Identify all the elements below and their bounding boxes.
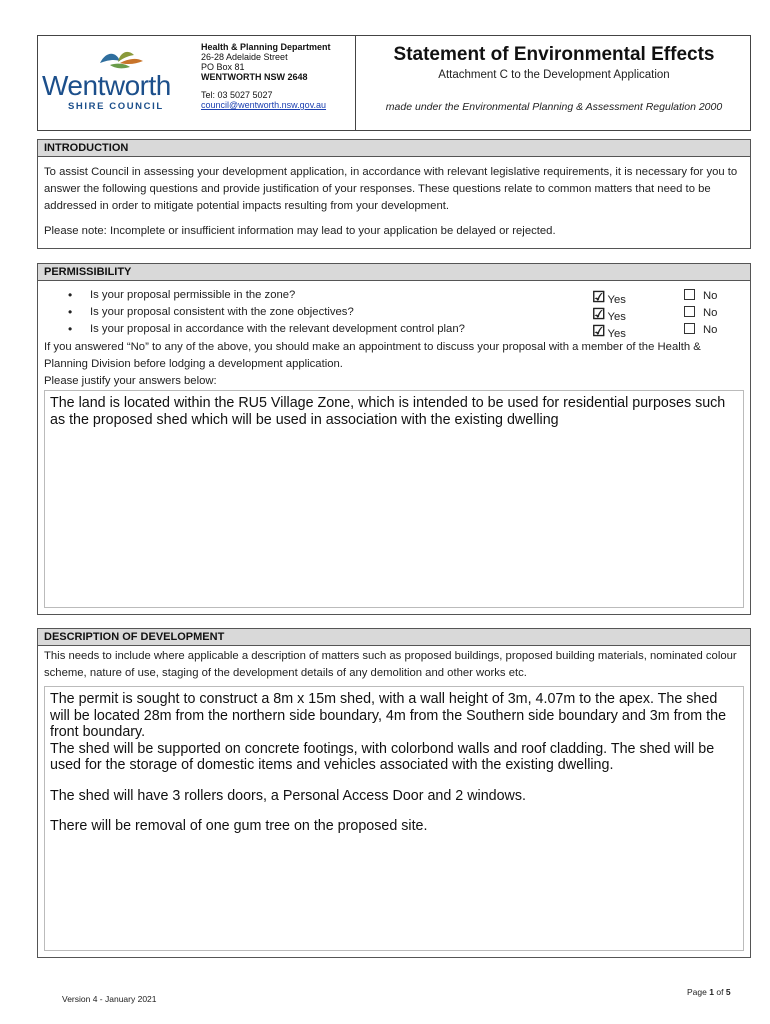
empty-checkbox-icon — [684, 289, 695, 300]
version-label: Version 4 - January 2021 — [62, 994, 157, 1004]
permissibility-section — [37, 263, 751, 615]
permissibility-heading: PERMISSIBILITY — [38, 264, 750, 281]
address-text — [201, 42, 361, 110]
yes-checkbox[interactable]: ☑ Yes — [592, 306, 626, 323]
justification-text: The land is located within the RU5 Village Zone, which is intended to be used for residential purposes such as the proposed shed which will be used in association with the existing dwelling — [50, 395, 726, 428]
logo-wordmark: Wentworth — [42, 70, 171, 101]
introduction-section — [37, 139, 751, 249]
street-address: 26-28 Adelaide Street — [201, 52, 288, 62]
leaf-logo-icon — [96, 49, 146, 71]
question-text: Is your proposal consistent with the zone objectives? — [90, 306, 354, 318]
description-para: There will be removal of one gum tree on the proposed site. — [50, 818, 428, 834]
email-link[interactable]: council@wentworth.nsw.gov.au — [201, 100, 327, 110]
introduction-heading: INTRODUCTION — [38, 140, 750, 157]
checkmark-icon: ☑ — [592, 306, 606, 323]
telephone: Tel: 03 5027 5027 — [201, 90, 273, 100]
description-para: The permit is sought to construct a 8m x 15m shed, with a wall height of 3m, 4.07m to the apex. The shed will be located 28m from the northern side boundary, 4m from the Southern side boundary and 3m from the front boundary. — [50, 691, 727, 740]
document-subtitle: Attachment C to the Development Application — [438, 69, 670, 81]
description-field[interactable] — [44, 686, 744, 951]
empty-checkbox-icon — [684, 323, 695, 334]
no-checkbox[interactable]: No — [684, 306, 717, 319]
checkmark-icon: ☑ — [592, 323, 606, 340]
justification-field[interactable] — [44, 390, 744, 608]
justify-label: Please justify your answers below: — [44, 375, 217, 387]
regulation-line: made under the Environmental Planning & Assessment Regulation 2000 — [385, 101, 723, 113]
description-para: The shed will be supported on concrete footings, with colorbond walls and roof cladding. The shed will be used for the storage of domestic items and vehicles associated with the existing dwelling. — [50, 740, 715, 773]
bullet: • — [68, 288, 73, 302]
council-logo — [38, 36, 198, 130]
page-number: Page 1 of 5 — [687, 987, 731, 997]
description-section — [37, 628, 751, 958]
empty-checkbox-icon — [684, 306, 695, 317]
question-text: Is your proposal in accordance with the relevant development control plan? — [90, 323, 465, 335]
logo-subtitle: SHIRE COUNCIL — [68, 101, 164, 112]
bullet: • — [68, 305, 73, 319]
introduction-para1: To assist Council in assessing your development application, in accordance with relevant legislative requirements, it is necessary for you to answer the following questions and provide justification of your responses. These questions relate to common matters that need to be addressed in order to mitigate potential impacts resulting from your development. — [44, 166, 738, 212]
no-checkbox[interactable]: No — [684, 323, 717, 336]
description-heading: DESCRIPTION OF DEVELOPMENT — [38, 629, 750, 646]
no-checkbox[interactable]: No — [684, 289, 717, 302]
introduction-para2: Please note: Incomplete or insufficient information may lead to your application be delayed or rejected. — [44, 225, 556, 237]
document-title: Statement of Environmental Effects — [393, 44, 715, 65]
question-row — [38, 306, 752, 322]
yes-checkbox[interactable]: ☑ Yes — [592, 289, 626, 306]
checkmark-icon: ☑ — [592, 289, 606, 306]
question-row — [38, 323, 752, 339]
town-address: WENTWORTH NSW 2648 — [201, 72, 308, 82]
bullet: • — [68, 322, 73, 336]
description-instructions: This needs to include where applicable a description of matters such as proposed buildings, proposed building materials, nominated colour scheme, nature of use, staging of the development details of any demolition and other works etc. — [44, 650, 737, 679]
description-para: The shed will have 3 rollers doors, a Personal Access Door and 2 windows. — [50, 787, 527, 804]
po-box: PO Box 81 — [201, 62, 245, 72]
permissibility-note: If you answered “No” to any of the above, you should make an appointment to discuss your proposal with a member of the Health & Planning Division before lodging a development application. — [44, 341, 701, 370]
question-text: Is your proposal permissible in the zone? — [90, 289, 296, 301]
yes-checkbox[interactable]: ☑ Yes — [592, 323, 626, 340]
question-row — [38, 289, 752, 305]
department-name: Health & Planning Department — [201, 42, 331, 52]
document-header — [37, 35, 751, 131]
